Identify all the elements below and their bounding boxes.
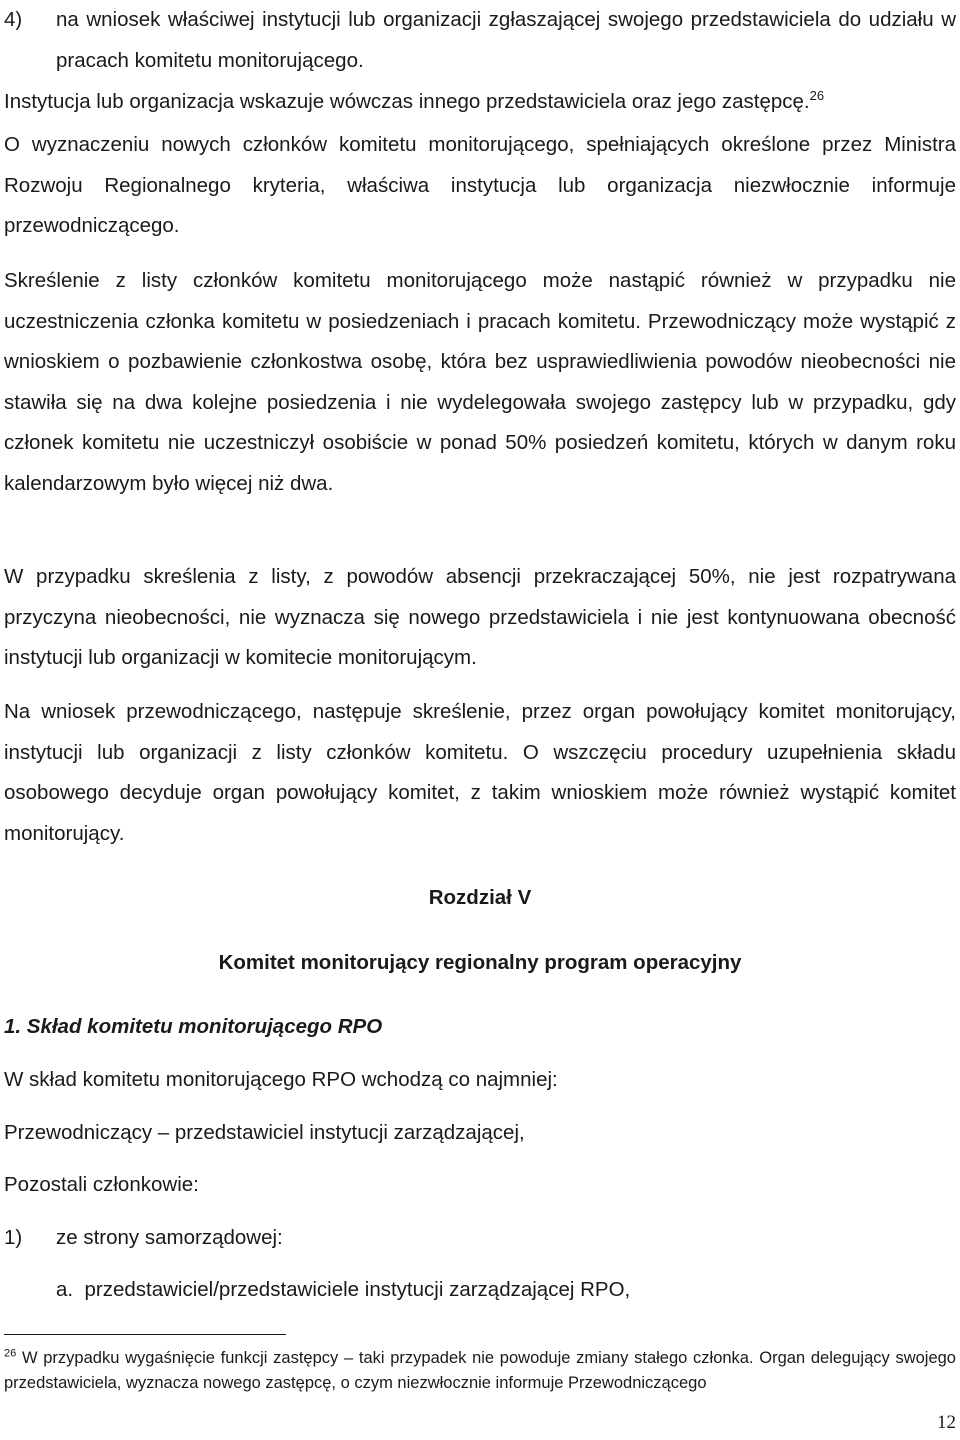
- footnote: [4, 1346, 956, 1395]
- chapter-title: Komitet monitorujący regionalny program operacyjny: [218, 951, 742, 974]
- list-number: 4): [4, 8, 23, 31]
- sub-item-a: a. przedstawiciel/przedstawiciele instytucji zarządzającej RPO,: [56, 1278, 631, 1301]
- other-members-label: Pozostali członkowie:: [4, 1173, 199, 1196]
- list-item-1: [4, 1218, 956, 1259]
- paragraph-absence: W przypadku skreślenia z listy, z powodów absencji przekraczającej 50%, nie jest rozpatrywana przyczyna nieobecności, nie wyznacza się nowego przedstawiciela i nie jest kontynuowana obecność instytucji lub organizacji w komitecie monitorującym.: [4, 565, 956, 669]
- paragraph-text: Instytucja lub organizacja wskazuje wówczas innego przedstawiciela oraz jego zastępcę.: [4, 90, 810, 113]
- list-number: 1): [4, 1226, 23, 1249]
- footnote-number: 26: [4, 1347, 17, 1360]
- paragraph-substitute: [4, 82, 956, 123]
- list-text: ze strony samorządowej:: [56, 1226, 283, 1249]
- paragraph-new-members: O wyznaczeniu nowych członków komitetu monitorującego, spełniających określone przez Ministra Rozwoju Regionalnego kryteria, właściwa instytucja lub organizacja niezwłocznie informuje przewodniczącego.: [4, 133, 956, 237]
- page-number: 12: [937, 1412, 956, 1433]
- paragraph-request: Na wniosek przewodniczącego, następuje skreślenie, przez organ powołujący komitet monitorujący, instytucji lub organizacji z listy członków komitetu. O wszczęciu procedury uzupełnienia składu osobowego decyduje organ powołujący komitet, z takim wnioskiem może również wystąpić komitet monitorujący.: [4, 700, 956, 845]
- paragraph-removal: Skreślenie z listy członków komitetu monitorującego może nastąpić również w przypadku nie uczestniczenia członka komitetu w posiedzeniach i pracach komitetu. Przewodniczący może wystąpić z wnioskiem o pozbawienie członkostwa osobę, która bez usprawiedliwienia powodów nieobecności nie stawiła się na dwa kolejne posiedzenia i nie wydelegowała swojego zastępcy lub w przypadku, gdy członek komitetu nie uczestniczył osobiście w ponad 50% posiedzeń komitetu, których w danym roku kalendarzowym było więcej niż dwa.: [4, 269, 956, 495]
- section-intro: W skład komitetu monitorującego RPO wchodzą co najmniej:: [4, 1068, 558, 1091]
- footnote-separator: [4, 1334, 286, 1335]
- footnote-ref: 26: [809, 88, 825, 104]
- list-item-4: [4, 0, 956, 81]
- chapter-number: Rozdział V: [428, 886, 532, 909]
- list-text: na wniosek właściwej instytucji lub organizacji zgłaszającej swojego przedstawiciela do udziału w pracach komitetu monitorującego.: [56, 8, 956, 72]
- footnote-text: W przypadku wygaśnięcie funkcji zastępcy – taki przypadek nie powoduje zmiany stałego członka. Organ delegujący swojego przedstawiciela, wyznacza nowego zastępcę, o czym niezwłocznie informuje Przewodniczącego: [4, 1349, 956, 1392]
- section-heading: 1. Skład komitetu monitorującego RPO: [4, 1015, 383, 1038]
- chair-line: Przewodniczący – przedstawiciel instytucji zarządzającej,: [4, 1121, 525, 1144]
